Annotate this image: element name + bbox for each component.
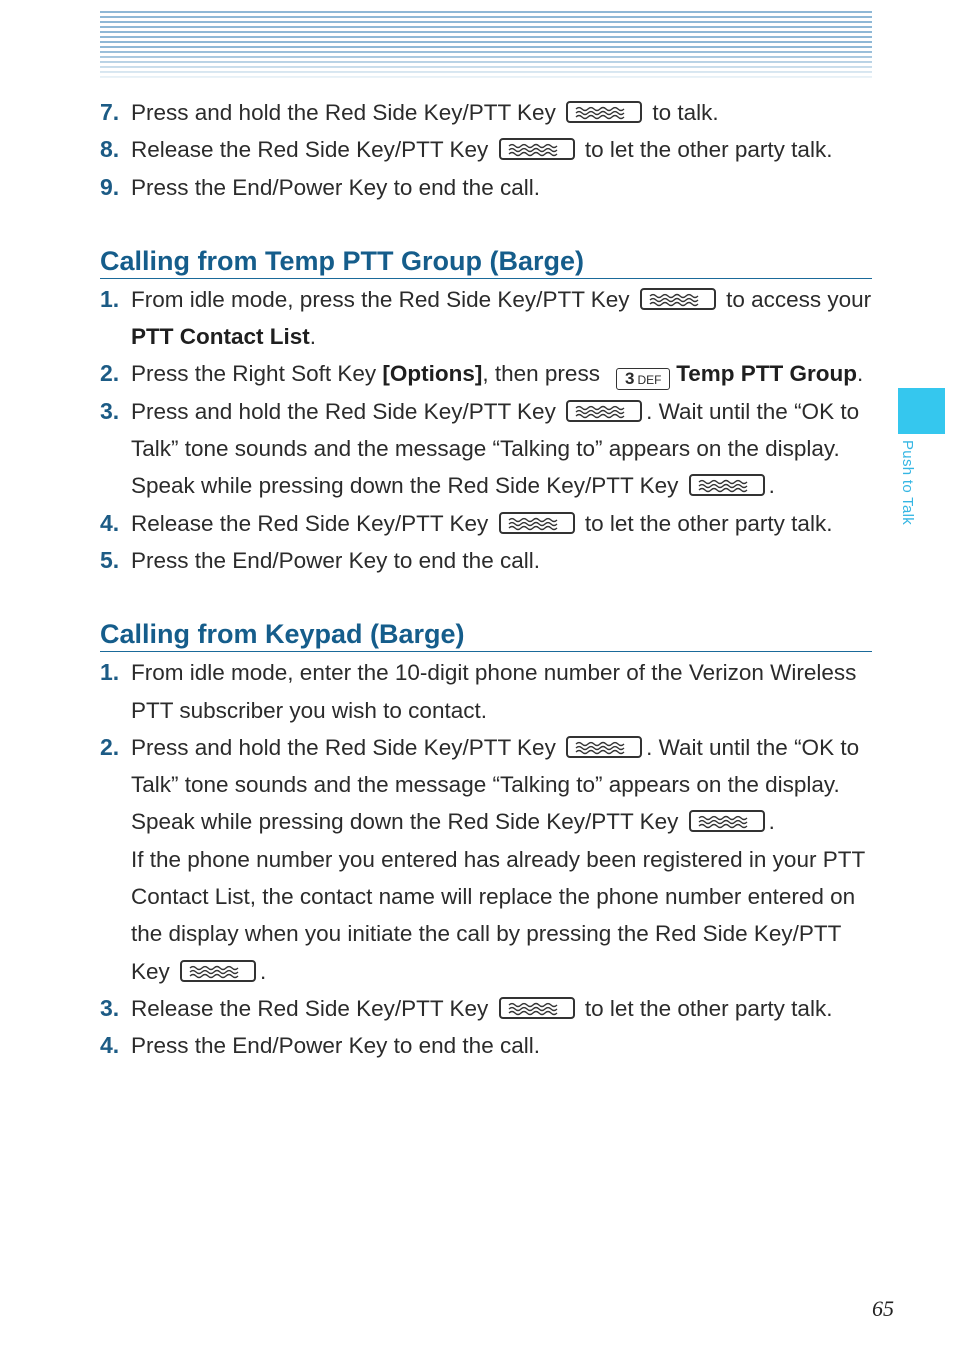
ptt-key-icon <box>566 736 642 758</box>
ptt-key-icon <box>566 101 642 123</box>
keypad-steps <box>100 654 872 1064</box>
note-paragraph: If the phone number you entered has already been registered in your PTT Contact List, the contact name will replace the phone number entered on the display when you initiate the call by pressing the Red Side Key/PTT Key . <box>131 846 865 984</box>
intro-steps <box>100 94 872 206</box>
ptt-key-icon <box>640 288 716 310</box>
step-2: 2. Press the Right Soft Key [Options], then press 3 DEF Temp PTT Group. <box>100 355 872 392</box>
step-number: 2. <box>100 733 120 760</box>
step-4: 4. Press the End/Power Key to end the call. <box>100 1027 872 1064</box>
section-heading-keypad: Calling from Keypad (Barge) <box>100 617 872 652</box>
ptt-key-icon <box>499 512 575 534</box>
key-3-def-icon: 3 DEF <box>616 368 670 390</box>
step-number: 5. <box>100 546 120 573</box>
step-number: 3. <box>100 397 120 424</box>
ptt-key-icon <box>499 997 575 1019</box>
side-tab-marker <box>898 388 945 434</box>
ptt-key-icon <box>689 810 765 832</box>
page-number: 65 <box>872 1296 894 1321</box>
step-number: 8. <box>100 136 120 163</box>
step-number: 1. <box>100 659 120 686</box>
header-banner <box>100 11 872 79</box>
step-4: 4. Release the Red Side Key/PTT Key to let the other party talk. <box>100 505 872 542</box>
step-1: 1. From idle mode, enter the 10-digit phone number of the Verizon Wireless PTT subscriber you wish to contact. <box>100 654 872 729</box>
step-number: 7. <box>100 99 120 125</box>
temp-ptt-group-steps <box>100 281 872 579</box>
step-2: 2. Press and hold the Red Side Key/PTT Key . Wait until the “OK to Talk” tone sounds and the message “Talking to” appears on the display. Speak while pressing down the Red Side Key/PTT Key . If the phone number you entered has already been registered in your PTT Contact List, the contact name will replace the phone number entered on the display when you initiate the call by pressing the Red Side Key/PTT Key . <box>100 729 872 990</box>
ptt-key-icon <box>566 400 642 422</box>
step-7: 7. Press and hold the Red Side Key/PTT Key to talk. <box>100 94 872 131</box>
step-number: 2. <box>100 360 120 387</box>
step-number: 1. <box>100 285 120 312</box>
ptt-key-icon <box>689 474 765 496</box>
ptt-key-icon <box>499 138 575 160</box>
side-tab-label: Push to Talk <box>899 440 916 526</box>
step-8: 8. Release the Red Side Key/PTT Key to let the other party talk. <box>100 131 872 168</box>
step-number: 4. <box>100 1032 120 1059</box>
step-5: 5. Press the End/Power Key to end the call. <box>100 542 872 579</box>
section-heading-temp-ptt-group: Calling from Temp PTT Group (Barge) <box>100 244 872 279</box>
step-3: 3. Release the Red Side Key/PTT Key to let the other party talk. <box>100 990 872 1027</box>
step-number: 3. <box>100 994 120 1021</box>
step-1: 1. From idle mode, press the Red Side Key/PTT Key to access your PTT Contact List. <box>100 281 872 356</box>
step-9: 9. Press the End/Power Key to end the call. <box>100 169 872 206</box>
step-number: 4. <box>100 509 120 536</box>
page-content <box>100 94 872 1065</box>
step-3: 3. Press and hold the Red Side Key/PTT Key . Wait until the “OK to Talk” tone sounds and the message “Talking to” appears on the display. Speak while pressing down the Red Side Key/PTT Key . <box>100 393 872 505</box>
step-number: 9. <box>100 173 120 200</box>
ptt-key-icon <box>180 960 256 982</box>
